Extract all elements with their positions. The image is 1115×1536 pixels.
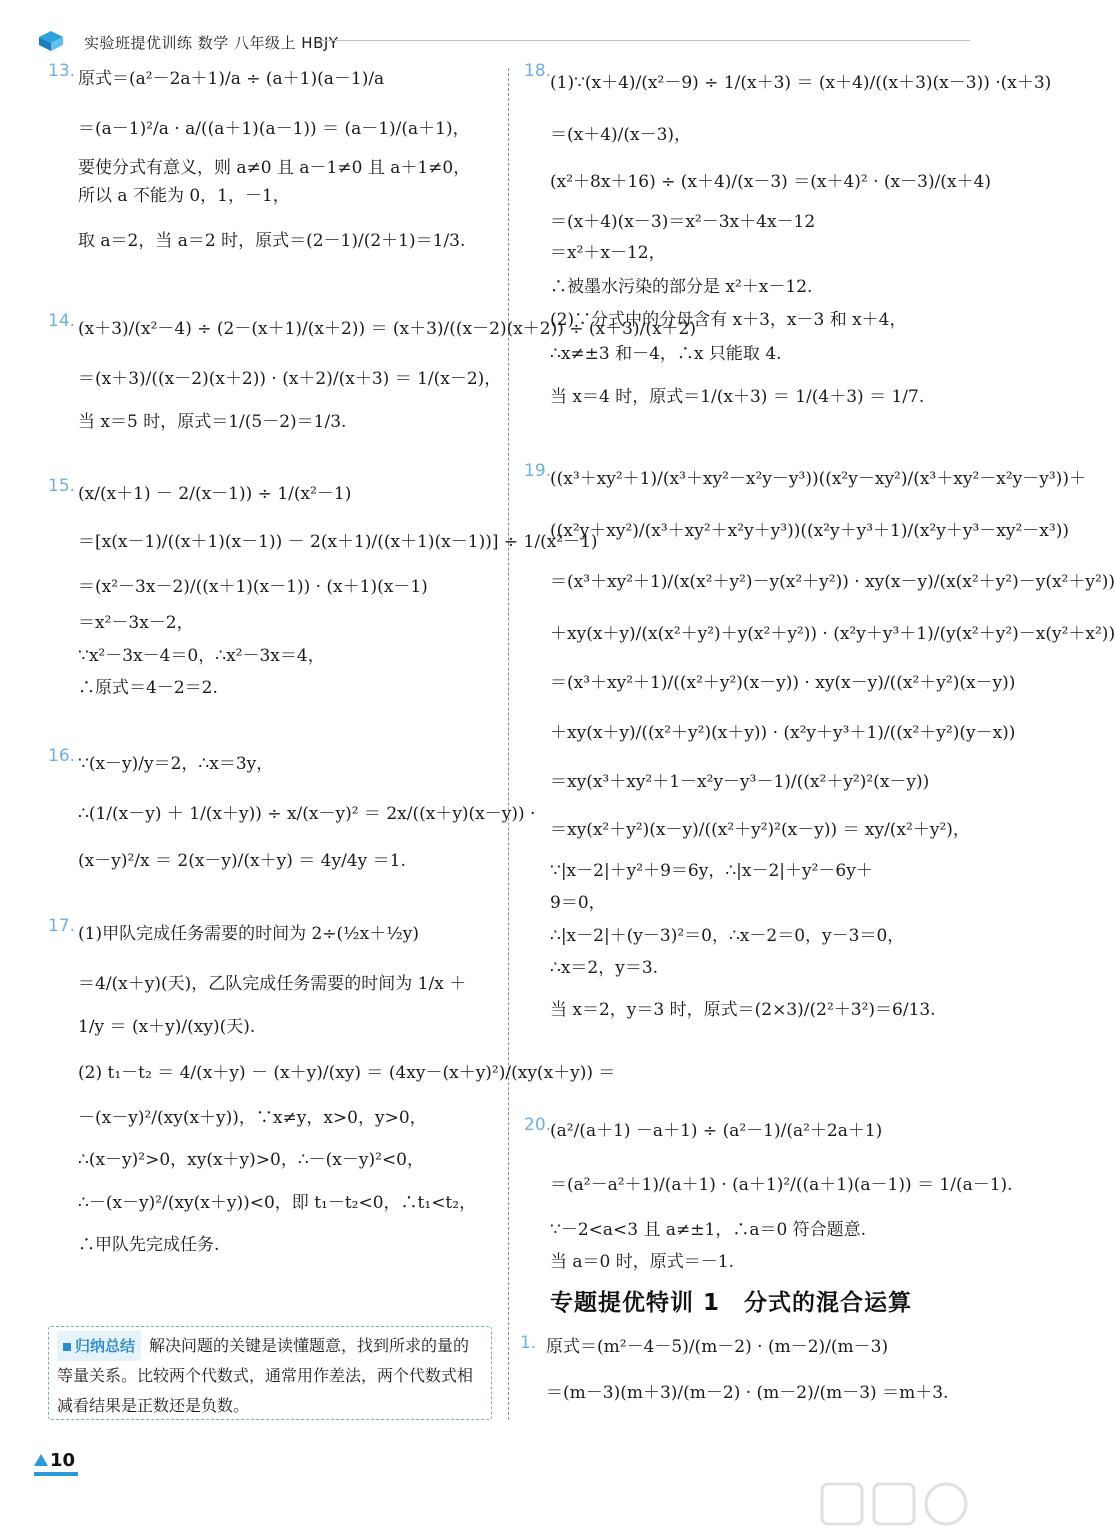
- solution-line: ∴(x－y)²>0，xy(x＋y)>0，∴－(x－y)²<0，: [78, 1149, 425, 1170]
- problem-number: 18.: [524, 61, 552, 81]
- summary-box: [48, 1326, 492, 1420]
- solution-line: (a²/(a＋1) －a＋1) ÷ (a²－1)/(a²＋2a＋1): [550, 1121, 883, 1141]
- solution-line: 所以 a 不能为 0，1，－1，: [78, 185, 290, 206]
- problem-number: 15.: [48, 476, 76, 496]
- solution-line: (x＋3)/(x²－4) ÷ (2－(x＋1)/(x＋2)) ＝ (x＋3)/((x－2)(x＋2)) ÷ (x＋3)/(x＋2): [78, 319, 696, 339]
- page-marker-icon: [34, 1454, 48, 1466]
- problem-20: [524, 1115, 1013, 1276]
- solution-line: 当 a＝0 时，原式＝－1.: [550, 1251, 734, 1272]
- solution-line: 当 x＝4 时，原式＝1/(x＋3) ＝ 1/(4＋3) ＝ 1/7.: [550, 387, 925, 408]
- solution-line: ＝(a－1)²/a · a/((a＋1)(a－1)) ＝ (a－1)/(a＋1)，: [78, 118, 470, 139]
- solution-line: 取 a＝2，当 a＝2 时，原式＝(2－1)/(2＋1)＝1/3.: [78, 231, 466, 252]
- problem-number: 20.: [524, 1115, 552, 1135]
- solution-line: (2) t₁－t₂ ＝ 4/(x＋y) － (x＋y)/(xy) ＝ (4xy－(x＋y)²)/(xy(x＋y)) ＝: [78, 1062, 616, 1083]
- solution-line: (1)甲队完成任务需要的时间为 2÷(½x＋½y): [78, 924, 419, 944]
- problem-15: [48, 476, 598, 747]
- problem-18: [524, 61, 1052, 462]
- solution-line: 9＝0，: [550, 892, 606, 913]
- topic-problem-1: [520, 1333, 990, 1403]
- solution-line: ∵－2<a<3 且 a≠±1，∴a＝0 符合题意.: [550, 1220, 867, 1241]
- solution-line: ＝(x²－3x－2)/((x＋1)(x－1)) · (x＋1)(x－1): [78, 577, 428, 598]
- solution-line: ∴x＝2，y＝3.: [550, 958, 659, 979]
- solution-line: －(x－y)²/(xy(x＋y))，∵x≠y，x>0，y>0，: [78, 1108, 427, 1129]
- solution-line: ((x³＋xy²＋1)/(x³＋xy²－x²y－y³))((x²y－xy²)/(x³＋xy²－x²y－y³))＋: [550, 469, 1086, 489]
- problem-number: 16.: [48, 746, 76, 766]
- solution-line: 要使分式有意义，则 a≠0 且 a－1≠0 且 a＋1≠0，: [78, 158, 471, 179]
- watermark-logo-icon: [820, 1480, 970, 1528]
- solution-line: ∴－(x－y)²/(xy(x＋y))<0，即 t₁－t₂<0，∴t₁<t₂，: [78, 1193, 477, 1214]
- solution-line: ＝(x＋4)(x－3)＝x²－3x＋4x－12: [550, 211, 816, 232]
- solution-line: ∴|x－2|＋(y－3)²＝0，∴x－2＝0，y－3＝0，: [550, 926, 905, 947]
- problem-number: 14.: [48, 311, 76, 331]
- solution-line: ＝(m－3)(m＋3)/(m－2) · (m－2)/(m－3) ＝m＋3.: [546, 1382, 949, 1403]
- solution-line: ∴原式＝4－2＝2.: [78, 677, 218, 698]
- solution-line: ＝[x(x－1)/((x＋1)(x－1)) － 2(x＋1)/((x＋1)(x－1))] ÷ 1/(x²－1): [78, 531, 598, 552]
- solution-line: ∵|x－2|＋y²＋9＝6y，∴|x－2|＋y²－6y＋: [550, 861, 873, 882]
- topic-problem-block: [520, 1333, 990, 1403]
- solution-line: (x²＋8x＋16) ÷ (x＋4)/(x－3) ＝(x＋4)² · (x－3)/(x＋4): [550, 172, 991, 193]
- solution-line: ＝(x³＋xy²＋1)/(x(x²＋y²)－y(x²＋y²)) · xy(x－y)/(x(x²＋y²)－y(x²＋y²)): [550, 572, 1115, 593]
- summary-marker-icon: [63, 1343, 71, 1351]
- topic-heading: 专题提优特训 1 分式的混合运算: [550, 1290, 913, 1316]
- solution-line: ∴甲队先完成任务.: [78, 1234, 220, 1255]
- solution-line: 原式＝(m²－4－5)/(m－2) · (m－2)/(m－3): [546, 1337, 889, 1357]
- solution-line: (x/(x＋1) － 2/(x－1)) ÷ 1/(x²－1): [78, 484, 352, 504]
- problem-19: [524, 461, 1115, 1112]
- solution-line: 原式＝(a²－2a＋1)/a ÷ (a＋1)(a－1)/a: [78, 69, 385, 89]
- solution-line: (2)∵分式中的分母含有 x＋3，x－3 和 x＋4，: [550, 310, 907, 331]
- solution-line: ＝(x＋4)/(x－3)，: [550, 124, 692, 145]
- column-divider: [508, 68, 509, 1420]
- solution-line: ＝x²－3x－2，: [78, 612, 194, 633]
- solution-line: ＝(x＋3)/((x－2)(x＋2)) · (x＋2)/(x＋3) ＝ 1/(x－2)，: [78, 368, 502, 389]
- problem-16: [48, 746, 536, 917]
- solution-line: (x－y)²/x ＝ 2(x－y)/(x＋y) ＝ 4y/4y ＝1.: [78, 851, 406, 872]
- solution-line: ∴(1/(x－y) ＋ 1/(x＋y)) ÷ x/(x－y)² ＝ 2x/((x＋y)(x－y)) ·: [78, 803, 536, 824]
- problem-20-block: [524, 1115, 1013, 1276]
- solution-line: ＋xy(x＋y)/(x(x²＋y²)＋y(x²＋y²)) · (x²y＋y³＋1)/(y(x²＋y²)－x(y²＋x²)): [550, 623, 1115, 644]
- problem-number: 19.: [524, 461, 552, 481]
- solution-line: 当 x＝5 时，原式＝1/(5－2)＝1/3.: [78, 412, 347, 433]
- problem-number: 17.: [48, 916, 76, 936]
- solution-line: ＝x²＋x－12，: [550, 243, 666, 264]
- book-logo-icon: [38, 30, 64, 52]
- solution-line: (1)∵(x＋4)/(x²－9) ÷ 1/(x＋3) ＝ (x＋4)/((x＋3)(x－3)) ·(x＋3): [550, 73, 1052, 93]
- solution-line: ((x²y＋xy²)/(x³＋xy²＋x²y＋y³))((x²y＋y³＋1)/(x²y＋y³－xy²－x³)): [550, 520, 1069, 541]
- book-title: 实验班提优训练 数学 八年级上 HBJY: [84, 34, 339, 52]
- solution-line: ＝(a²－a²＋1)/(a＋1) · (a＋1)²/((a＋1)(a－1)) ＝ 1/(a－1).: [550, 1174, 1013, 1195]
- solution-line: ＝(x³＋xy²＋1)/((x²＋y²)(x－y)) · xy(x－y)/((x²＋y²)(x－y)): [550, 673, 1016, 694]
- solution-line: ∵x²－3x－4＝0，∴x²－3x＝4，: [78, 646, 325, 667]
- solution-line: ＝xy(x²＋y²)(x－y)/((x²＋y²)²(x－y)) ＝ xy/(x²＋y²)，: [550, 819, 970, 840]
- solution-line: ∵(x－y)/y＝2，∴x＝3y，: [78, 754, 274, 774]
- solution-line: 当 x＝2，y＝3 时，原式＝(2×3)/(2²＋3²)＝6/13.: [550, 999, 936, 1020]
- solution-line: ＝xy(x³＋xy²＋1－x²y－y³－1)/((x²＋y²)²(x－y)): [550, 772, 930, 793]
- solution-line: ＋xy(x＋y)/((x²＋y²)(x＋y)) · (x²y＋y³＋1)/((x²＋y²)(y－x)): [550, 722, 1016, 743]
- problem-13: [48, 61, 502, 312]
- solution-line: ∴被墨水污染的部分是 x²＋x－12.: [550, 276, 813, 297]
- solution-line: 1/y ＝ (x＋y)/(xy)(天).: [78, 1017, 256, 1038]
- problem-number: 13.: [48, 61, 76, 81]
- problem-number: 1.: [520, 1333, 537, 1353]
- page-header: [0, 0, 1002, 66]
- summary-text: 解决问题的关键是读懂题意，找到所求的量的等量关系。比较两个代数式，通常用作差法，两个代数式相减看结果是正数还是负数。: [57, 1336, 474, 1415]
- solution-line: ∴x≠±3 和－4，∴x 只能取 4.: [550, 343, 782, 364]
- page-underline: [34, 1472, 78, 1476]
- right-column: [524, 61, 1115, 1112]
- summary-label: 归纳总结: [57, 1331, 141, 1361]
- header-rule: [318, 40, 970, 41]
- page-number: 10: [34, 1450, 78, 1476]
- solution-line: ＝4/(x＋y)(天)，乙队完成任务需要的时间为 1/x ＋: [78, 973, 467, 994]
